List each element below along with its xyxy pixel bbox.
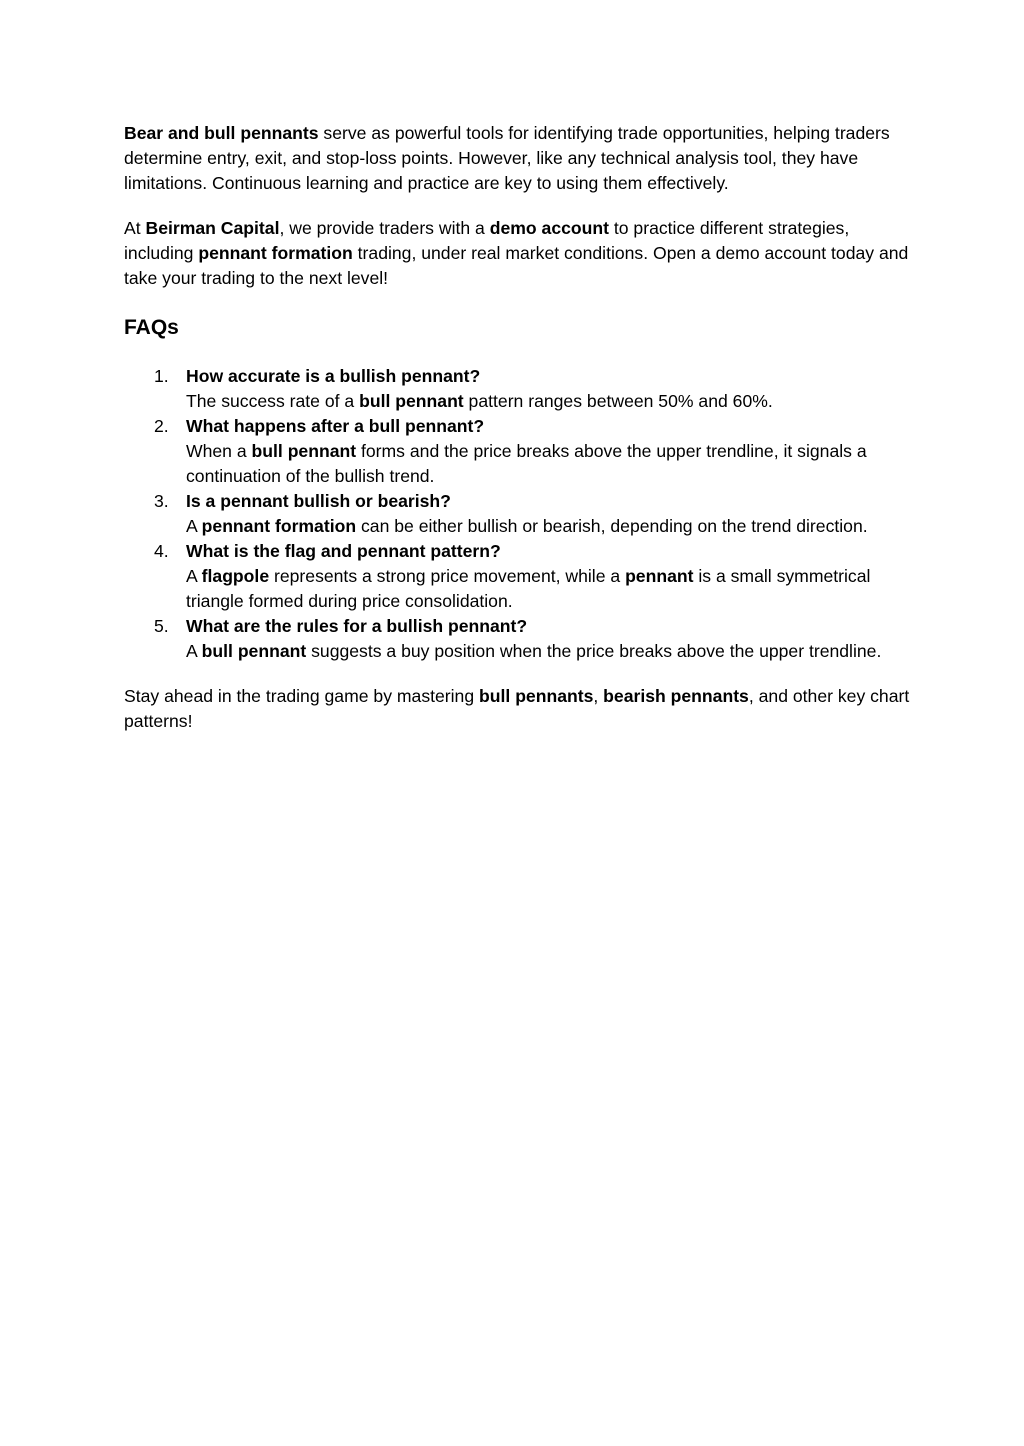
answer-text: A [186, 566, 202, 586]
paragraph-text: , we provide traders with a [279, 218, 490, 238]
faq-question: Is a pennant bullish or bearish? [186, 491, 451, 511]
document-page [124, 121, 914, 734]
answer-text: suggests a buy position when the price breaks above the upper trendline. [306, 641, 882, 661]
faq-item-number: 3. [154, 491, 169, 511]
faq-answer [186, 389, 914, 414]
faq-item [124, 614, 914, 664]
paragraph-text: , [593, 686, 604, 706]
bold-term: pennant formation [201, 516, 357, 536]
faq-answer [186, 639, 914, 664]
answer-text: A [186, 516, 202, 536]
bold-term: pennant [625, 566, 694, 586]
faq-question: What is the flag and pennant pattern? [186, 541, 501, 561]
faq-item [124, 414, 914, 489]
faq-heading: FAQs [124, 316, 179, 339]
faq-item-number: 5. [154, 616, 169, 636]
bold-term: Bear and bull pennants [124, 123, 319, 143]
faq-question: What are the rules for a bullish pennant? [186, 616, 528, 636]
bold-term: bearish pennants [603, 686, 749, 706]
faq-item [124, 364, 914, 414]
answer-text: can be either bullish or bearish, depending on the trend direction. [356, 516, 868, 536]
intro-paragraph-2 [124, 216, 914, 291]
answer-text: forms and the price breaks above the upper trendline, it signals a continuation of the bullish trend. [186, 441, 867, 486]
intro-paragraph-1 [124, 121, 914, 196]
faq-question: What happens after a bull pennant? [186, 416, 485, 436]
bold-term: Beirman Capital [145, 218, 280, 238]
paragraph-text: trading, under real market conditions. Open a demo account today and take your trading to the next level! [124, 243, 909, 288]
answer-text: A [186, 641, 202, 661]
paragraph-text: , and other key chart patterns! [124, 686, 910, 731]
bold-term: bull pennant [201, 641, 307, 661]
faq-item-number: 1. [154, 366, 169, 386]
paragraph-text: serve as powerful tools for identifying trade opportunities, helping traders determine entry, exit, and stop-loss points. However, like any technical analysis tool, they have limitations. Continuous learning and practice are key to using them effectively. [124, 123, 890, 193]
answer-text: When a [186, 441, 252, 461]
faq-list [124, 364, 914, 664]
bold-term: bull pennants [479, 686, 594, 706]
bold-term: flagpole [201, 566, 270, 586]
faq-item [124, 539, 914, 614]
faq-item [124, 489, 914, 539]
closing-paragraph [124, 684, 914, 734]
faq-question: How accurate is a bullish pennant? [186, 366, 481, 386]
bold-term: bull pennant [251, 441, 357, 461]
faq-item-number: 2. [154, 416, 169, 436]
bold-term: pennant formation [198, 243, 353, 263]
faq-answer [186, 439, 914, 489]
paragraph-text: At [124, 218, 146, 238]
answer-text: is a small symmetrical triangle formed during price consolidation. [186, 566, 871, 611]
answer-text: The success rate of a [186, 391, 360, 411]
faq-item-number: 4. [154, 541, 169, 561]
paragraph-text: Stay ahead in the trading game by mastering [124, 686, 480, 706]
bold-term: bull pennant [359, 391, 464, 411]
faq-answer [186, 514, 914, 539]
paragraph-text: to practice different strategies, including [124, 218, 850, 263]
faq-answer [186, 564, 914, 614]
bold-term: demo account [489, 218, 609, 238]
answer-text: represents a strong price movement, while a [269, 566, 626, 586]
answer-text: pattern ranges between 50% and 60%. [463, 391, 773, 411]
